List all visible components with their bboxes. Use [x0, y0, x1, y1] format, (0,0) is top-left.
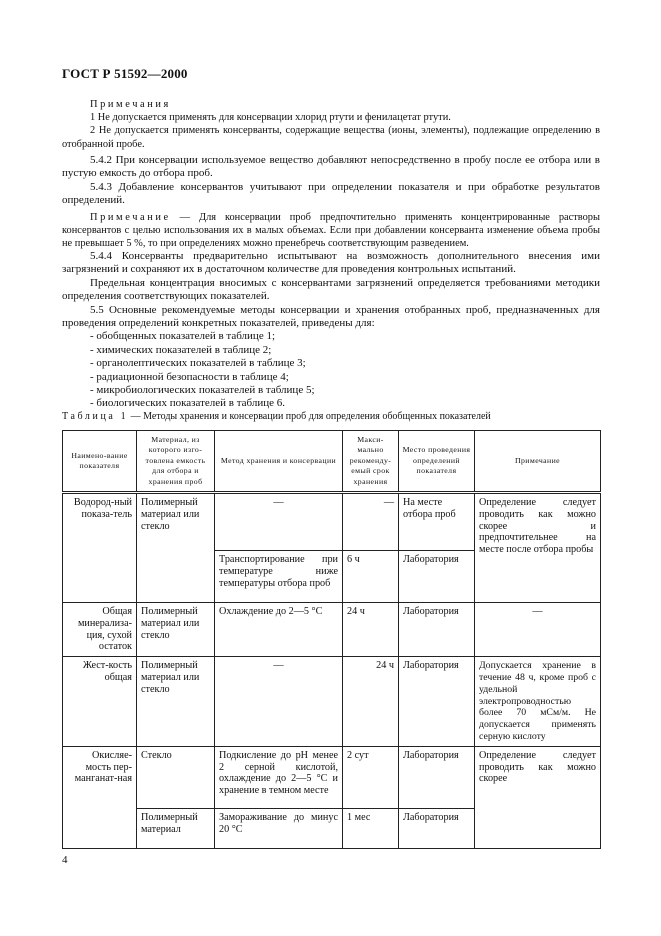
paragraph: 5.4.2 При консервации используемое вещество добавляют непосредственно в пробу после ее отбора или в пустую емкость до отбора проб.: [62, 154, 600, 180]
cell-note: Определение следует проводить как можно скорее и предпочтительнее на месте после отбора пробы: [475, 493, 601, 603]
cell-term: 24 ч: [343, 603, 399, 657]
note-block: [62, 211, 600, 251]
cell-term: 24 ч: [343, 657, 399, 747]
list-item: - обобщенных показателей в таблице 1;: [90, 330, 276, 343]
table-row: [63, 746, 601, 808]
notes-heading: Примечания: [90, 99, 171, 110]
table-header-row: [63, 431, 601, 493]
cell-term: —: [343, 493, 399, 551]
cell-method: Охлаждение до 2—5 °С: [215, 603, 343, 657]
cell-note: Допускается хранение в течение 48 ч, кроме проб с удельной электропроводностью более 70 мСм/м. Не допускается применять серную кислоту: [475, 657, 601, 747]
list-item: - органолептических показателей в таблице 3;: [90, 357, 306, 370]
note-text: — Для консервации проб предпочтительно применять концентрированные растворы консервантов с целью использования их в малых объемах. Если при добавлении консерванта изменение объема пробы не превышает 5 %, то при определениях можно пренебречь соответствующим разведением.: [62, 212, 600, 250]
cell-place: Лаборатория: [399, 603, 475, 657]
list-item: - химических показателей в таблице 2;: [90, 343, 272, 356]
paragraph: 5.4.3 Добавление консервантов учитывают при определении показателя и при обработке результатов определений.: [62, 180, 600, 207]
list-item: - микробиологических показателей в таблице 5;: [90, 384, 315, 397]
storage-methods-table: [62, 430, 601, 849]
col-header-place: Место проведения определений показателя: [399, 431, 475, 493]
cell-term: 2 сут: [343, 746, 399, 808]
cell-method: Подкисление до pH менее 2 серной кислотой, охлаждение до 2—5 °С и хранение в темном месте: [215, 746, 343, 808]
cell-method: Транспортирование при температуре ниже температуры отбора проб: [215, 551, 343, 603]
col-header-method: Метод хранения и консервации: [215, 431, 343, 493]
table-row: [63, 603, 601, 657]
note-paragraph: [62, 211, 600, 251]
col-header-note: Примечание: [475, 431, 601, 493]
table-caption-text: — Методы хранения и консервации проб для определения обобщенных показателей: [128, 411, 491, 422]
note-label: Примечание: [90, 212, 171, 223]
cell-material: Полимерный материал: [137, 808, 215, 848]
cell-method: —: [215, 493, 343, 551]
cell-name: Окисляе-мость пер-манганат-ная: [63, 746, 137, 848]
cell-place: Лаборатория: [399, 746, 475, 808]
paragraph: Предельная концентрация вносимых с консервантами загрязнений определяется требованиями методики определения соответствующих показателей.: [62, 276, 600, 303]
paragraph: 5.4.4 Консерванты предварительно испытывают на возможность дополнительного внесения ими загрязнений и сохраняют их в достаточном количестве для проведения контрольных испытаний.: [62, 250, 600, 276]
col-header-material: Материал, из которого изго-товлена емкость для отбора и хранения проб: [137, 431, 215, 493]
list-item: - биологических показателей в таблице 6.: [90, 397, 286, 410]
table-caption-label: Таблица 1: [62, 411, 129, 422]
standard-header: ГОСТ Р 51592—2000: [62, 66, 188, 81]
cell-method: —: [215, 657, 343, 747]
cell-term: 6 ч: [343, 551, 399, 603]
cell-material: Полимерный материал или стекло: [137, 657, 215, 747]
cell-material: Стекло: [137, 746, 215, 808]
cell-method: Замораживание до минус 20 °С: [215, 808, 343, 848]
page-number: 4: [62, 854, 68, 866]
paragraph-block-1: [62, 154, 600, 208]
note-item: 2 Не допускается применять консерванты, содержащие вещества (ионы, элементы), подлежащие определению в отобранной пробе.: [62, 125, 600, 150]
paragraph-block-2: [62, 250, 600, 411]
cell-term: 1 мес: [343, 808, 399, 848]
col-header-term: Макси-мально рекоменду-емый срок хранения: [343, 431, 399, 493]
cell-place: Лаборатория: [399, 551, 475, 603]
notes-block: [62, 98, 600, 151]
cell-place: На месте отбора проб: [399, 493, 475, 551]
paragraph: 5.5 Основные рекомендуемые методы консервации и хранения отобранных проб, предназначенных для проведения определений конкретных показателей, приведены для:: [62, 303, 600, 330]
cell-place: Лаборатория: [399, 657, 475, 747]
cell-place: Лаборатория: [399, 808, 475, 848]
cell-name: Жест-кость общая: [63, 657, 137, 747]
cell-name: Водород-ный показа-тель: [63, 493, 137, 603]
cell-material: Полимерный материал или стекло: [137, 493, 215, 603]
cell-note: —: [475, 603, 601, 657]
table-caption: [62, 411, 491, 422]
cell-note: Определение следует проводить как можно скорее: [475, 746, 601, 848]
col-header-name: Наимено-вание показателя: [63, 431, 137, 493]
note-item: 1 Не допускается применять для консервации хлорид ртути и фенилацетат ртути.: [90, 112, 451, 124]
list-item: - радиационной безопасности в таблице 4;: [90, 370, 289, 383]
table-row: [63, 657, 601, 747]
table-row: [63, 493, 601, 551]
cell-name: Общая минерализа-ция, сухой остаток: [63, 603, 137, 657]
cell-material: Полимерный материал или стекло: [137, 603, 215, 657]
